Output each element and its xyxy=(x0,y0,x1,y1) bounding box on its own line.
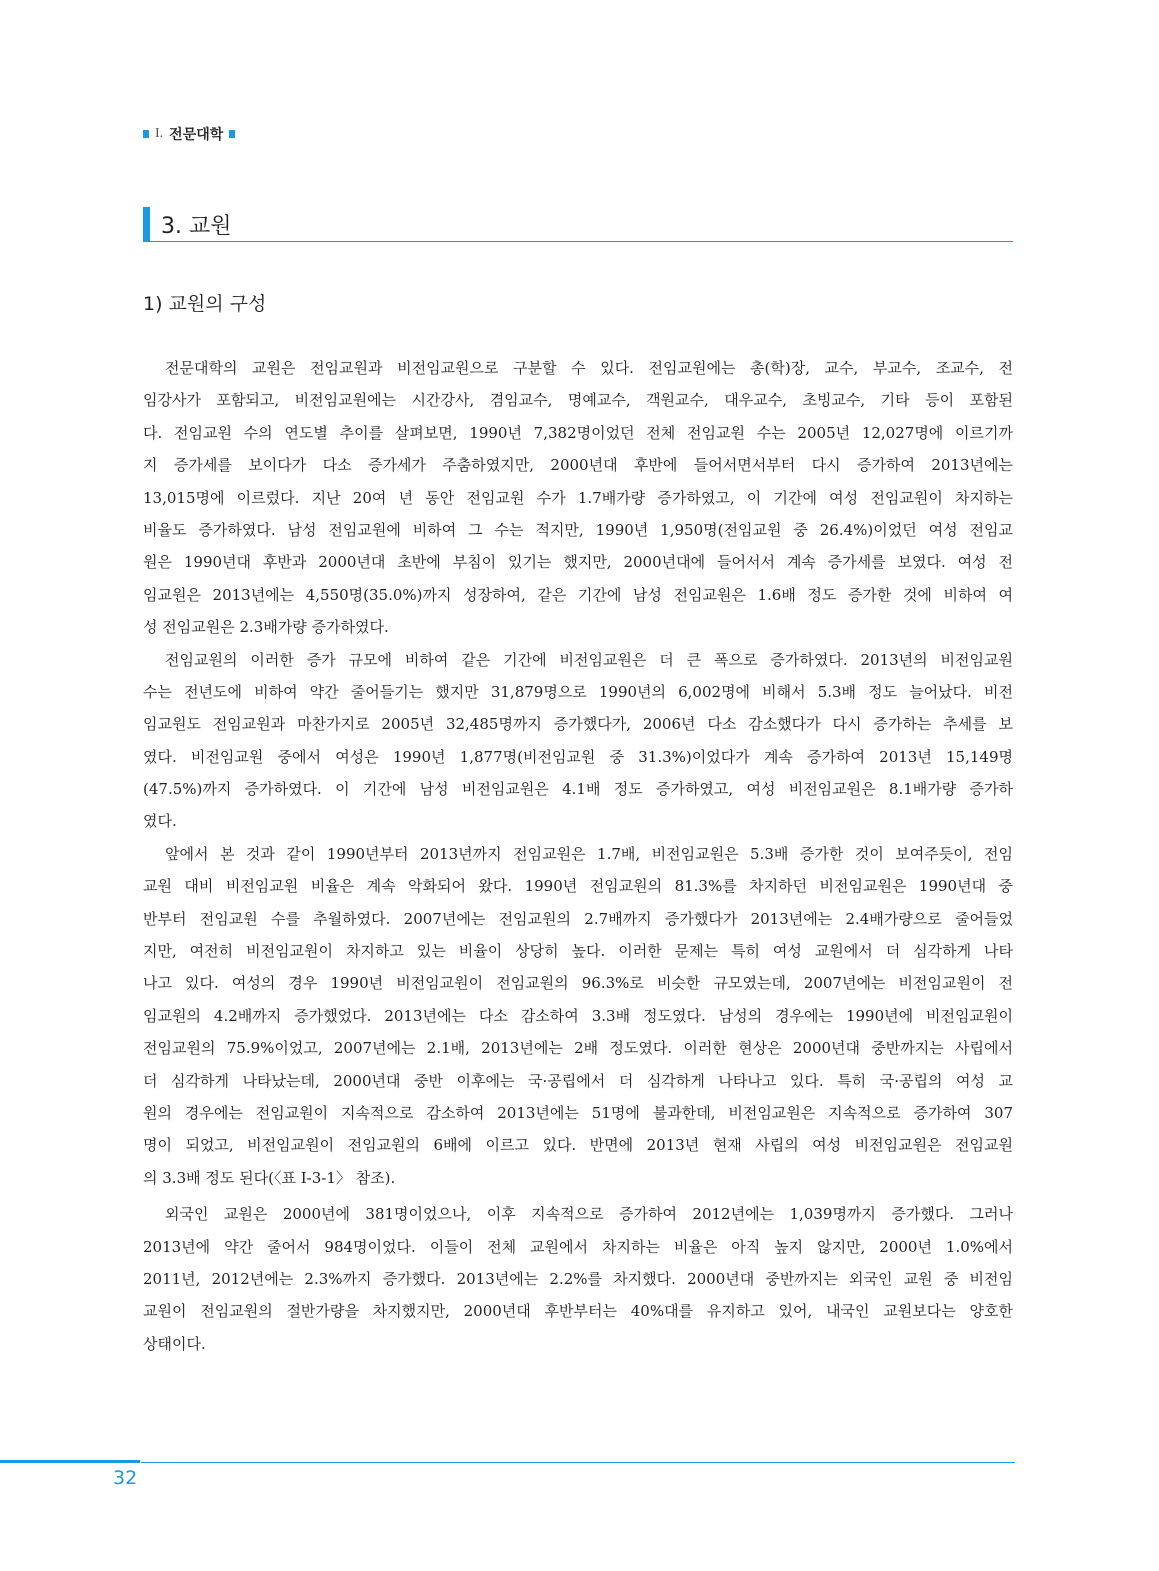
text-line: 명이 되었고, 비전임교원이 전임교원의 6배에 이르고 있다. 반면에 2013년 현재 사립의 여성 비전임교원은 전임교원 xyxy=(143,1136,1013,1155)
text-line: 성 전임교원은 2.3배가량 증가하였다. xyxy=(143,618,389,637)
page-number: 32 xyxy=(113,1467,138,1489)
text-line: 더 심각하게 나타났는데, 2000년대 중반 이후에는 국·공립에서 더 심각하게 나타나고 있다. 특히 국·공립의 여성 교 xyxy=(143,1071,1013,1090)
text-line: 전임교원의 75.9%이었고, 2007년에는 2.1배, 2013년에는 2배 정도였다. 이러한 현상은 2000년대 중반까지는 사립에서 xyxy=(143,1039,1013,1058)
header-square-icon xyxy=(143,130,149,138)
text-line: 비율도 증가하였다. 남성 전임교원에 비하여 그 수는 적지만, 1990년 1,950명(전임교원 중 26.4%)이었던 여성 전임교 xyxy=(143,520,1013,539)
paragraph xyxy=(143,838,1013,1194)
header-square-icon xyxy=(229,130,235,138)
footer-rule xyxy=(141,1462,1015,1463)
footer-accent-line xyxy=(0,1460,140,1463)
text-line: 수는 전년도에 비하여 약간 줄어들기는 했지만 31,879명으로 1990년의 6,002명에 비해서 5.3배 정도 늘어났다. 비전 xyxy=(143,682,1013,701)
text-line: (47.5%)까지 증가하였다. 이 기간에 남성 비전임교원은 4.1배 정도 증가하였고, 여성 비전임교원은 8.1배가량 증가하 xyxy=(143,780,1013,799)
text-line: 외국인 교원은 2000년에 381명이었으나, 이후 지속적으로 증가하여 2012년에는 1,039명까지 증가했다. 그러나 xyxy=(165,1205,1013,1224)
chapter-title: 전문대학 xyxy=(169,127,224,143)
text-line: 였다. 비전임교원 중에서 여성은 1990년 1,877명(비전임교원 중 31.3%)이었다가 계속 증가하여 2013년 15,149명 xyxy=(143,747,1013,766)
paragraph xyxy=(143,644,1013,838)
text-line: 의 3.3배 정도 된다(〈표 Ⅰ-3-1〉 참조). xyxy=(143,1168,396,1187)
text-line: 앞에서 본 것과 같이 1990년부터 2013년까지 전임교원은 1.7배, 비전임교원은 5.3배 증가한 것이 보여주듯이, 전임 xyxy=(165,844,1013,863)
text-line: 2011년, 2012년에는 2.3%까지 증가했다. 2013년에는 2.2%를 차지했다. 2000년대 중반까지는 외국인 교원 중 비전임 xyxy=(143,1269,1013,1288)
section-heading xyxy=(143,205,1013,242)
chapter-number: I. xyxy=(155,126,164,141)
text-line: 13,015명에 이르렀다. 지난 20여 년 동안 전임교원 수가 1.7배가량 증가하였고, 이 기간에 여성 전임교원이 차지하는 xyxy=(143,488,1013,507)
section-title: 3. 교원 xyxy=(161,214,232,239)
text-line: 교원이 전임교원의 절반가량을 차지했지만, 2000년대 후반부터는 40%대를 유지하고 있어, 내국인 교원보다는 양호한 xyxy=(143,1302,1013,1321)
text-line: 지만, 여전히 비전임교원이 차지하고 있는 비율이 상당히 높다. 이러한 문제는 특히 여성 교원에서 더 심각하게 나타 xyxy=(143,942,1013,961)
text-line: 임강사가 포함되고, 비전임교원에는 시간강사, 겸임교수, 명예교수, 객원교수, 대우교수, 초빙교수, 기타 등이 포함된 xyxy=(143,391,1013,410)
text-line: 반부터 전임교원 수를 추월하였다. 2007년에는 전임교원의 2.7배까지 증가했다가 2013년에는 2.4배가량으로 줄어들었 xyxy=(143,909,1013,928)
text-line: 나고 있다. 여성의 경우 1990년 비전임교원이 전임교원의 96.3%로 비슷한 규모였는데, 2007년에는 비전임교원이 전 xyxy=(143,974,1013,993)
text-line: 임교원도 전임교원과 마찬가지로 2005년 32,485명까지 증가했다가, 2006년 다소 감소했다가 다시 증가하는 추세를 보 xyxy=(143,715,1013,734)
text-line: 2013년에 약간 줄어서 984명이었다. 이들이 전체 교원에서 차지하는 비율은 아직 높지 않지만, 2000년 1.0%에서 xyxy=(143,1237,1013,1256)
text-line: 다. 전임교원 수의 연도별 추이를 살펴보면, 1990년 7,382명이었던 전체 전임교원 수는 2005년 12,027명에 이르기까 xyxy=(143,423,1013,442)
text-line: 임교원은 2013년에는 4,550명(35.0%)까지 성장하여, 같은 기간에 남성 전임교원은 1.6배 정도 증가한 것에 비하여 여 xyxy=(143,585,1013,604)
text-line: 전임교원의 이러한 증가 규모에 비하여 같은 기간에 비전임교원은 더 큰 폭으로 증가하였다. 2013년의 비전임교원 xyxy=(165,650,1013,669)
running-header xyxy=(143,124,235,144)
text-line: 였다. xyxy=(143,812,177,831)
text-line: 상태이다. xyxy=(143,1334,206,1353)
body-text xyxy=(143,352,1013,1360)
subsection-title: 1) 교원의 구성 xyxy=(143,293,267,315)
text-line: 원은 1990년대 후반과 2000년대 초반에 부침이 있기는 했지만, 2000년대에 들어서서 계속 증가세를 보였다. 여성 전 xyxy=(143,553,1013,572)
text-line: 교원 대비 비전임교원 비율은 계속 악화되어 왔다. 1990년 전임교원의 81.3%를 차지하던 비전임교원은 1990년대 중 xyxy=(143,877,1013,896)
paragraph xyxy=(143,1198,1013,1360)
text-line: 전문대학의 교원은 전임교원과 비전임교원으로 구분할 수 있다. 전임교원에는 총(학)장, 교수, 부교수, 조교수, 전 xyxy=(165,359,1013,377)
section-accent-bar xyxy=(143,207,150,241)
paragraph xyxy=(143,352,1013,644)
text-line: 원의 경우에는 전임교원이 지속적으로 감소하여 2013년에는 51명에 불과한데, 비전임교원은 지속적으로 증가하여 307 xyxy=(143,1103,1013,1122)
text-line: 지 증가세를 보이다가 다소 증가세가 주춤하였지만, 2000년대 후반에 들어서면서부터 다시 증가하여 2013년에는 xyxy=(143,456,1013,475)
text-line: 임교원의 4.2배까지 증가했었다. 2013년에는 다소 감소하여 3.3배 정도였다. 남성의 경우에는 1990년에 비전임교원이 xyxy=(143,1006,1013,1025)
